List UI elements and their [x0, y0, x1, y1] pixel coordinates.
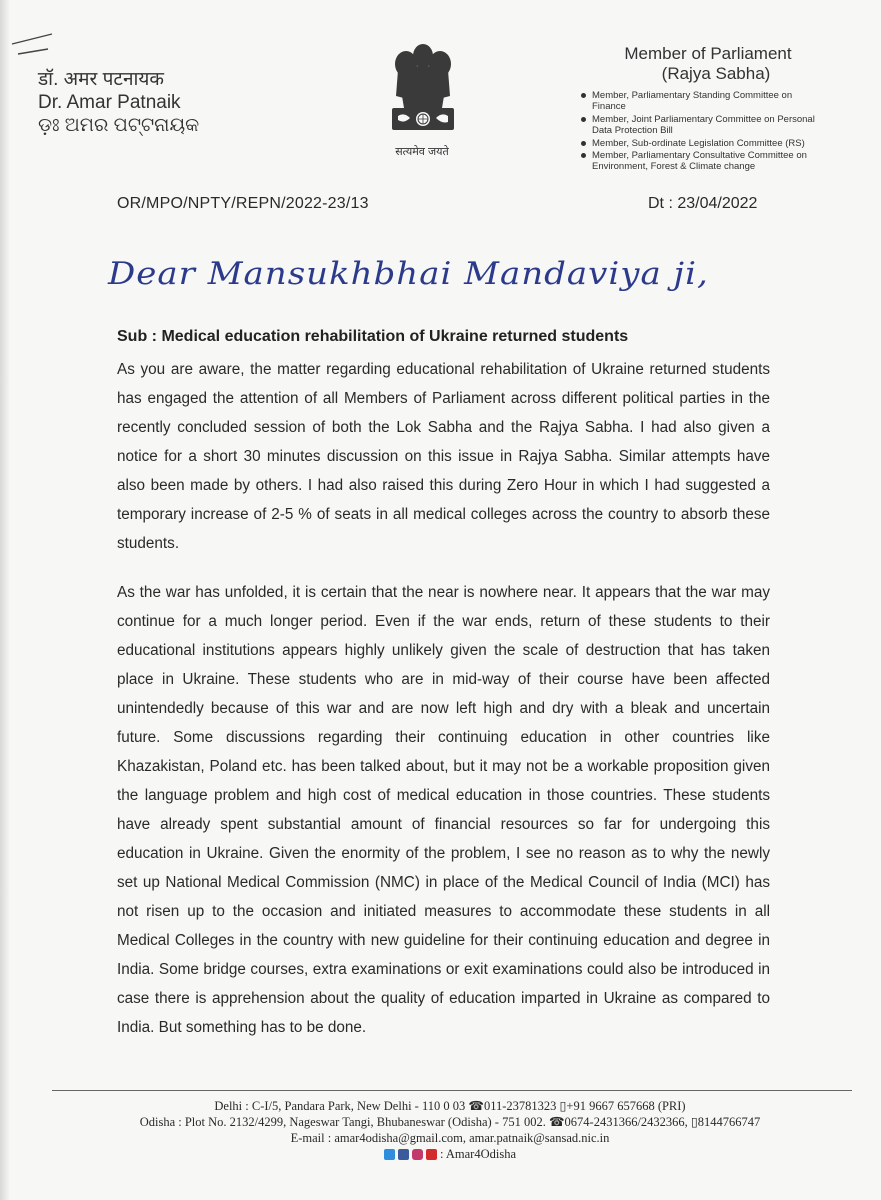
mp-title: Member of Parliament [624, 44, 792, 63]
youtube-icon [426, 1149, 437, 1160]
handwritten-salutation: Dear Mansukhbhai Mandaviya ji, [108, 256, 709, 292]
instagram-icon [412, 1149, 423, 1160]
social-handle: : Amar4Odisha [439, 1147, 517, 1161]
reference-number: OR/MPO/NPTY/REPN/2022-23/13 [117, 195, 369, 212]
footer-delhi-address: Delhi : C-I/5, Pandara Park, New Delhi - 110 0 03 ☎011-23781323 ▯+91 9667 657668 (PRI) [214, 1099, 686, 1113]
committee-item: Member, Parliamentary Consultative Committee on Environment, Forest & Climate change [578, 150, 828, 173]
bullet-icon [581, 117, 586, 122]
bullet-icon [581, 153, 586, 158]
subject-line: Sub : Medical education rehabilitation of Ukraine returned students [117, 328, 629, 345]
committee-item: Member, Sub-ordinate Legislation Committee (RS) [578, 138, 828, 149]
bullet-icon [581, 93, 586, 98]
name-hindi: डॉ. अमर पटनायक [38, 69, 165, 90]
mp-designation-block [568, 44, 828, 174]
committee-item: Member, Parliamentary Standing Committee on Finance [578, 90, 828, 113]
bullet-icon [581, 141, 586, 146]
committee-list [568, 90, 828, 173]
footer-divider [52, 1090, 852, 1091]
twitter-icon [384, 1149, 395, 1160]
body-paragraph-2: As the war has unfolded, it is certain that the near is nowhere near. It appears that the war may continue for a much longer period. Even if the war ends, return of these students to their educational institutions appears highly unlikely given the scale of destruction that has taken place in Ukraine. These students who are in mid-way of their course have been affected unintendedly because of this war and are now left high and dry with a bleak and uncertain future. Some discussions regarding their continuing education in other countries like Khazakistan, Poland etc. has been talked about, but it may not be a workable proposition given the language problem and high cost of medical education in those countries. These students have already spent substantial amount of financial resources so far for undergoing this education in Ukraine. Given the enormity of the problem, I see no reason as to why the newly set up National Medical Commission (NMC) in place of the Medical Council of India (MCI) has not risen up to the occasion and initiated measures to accommodate these students in all Medical Colleges in the country with new guideline for their continuing education and degree in India. Some bridge courses, extra examinations or exit examinations could also be introduced in case there is apprehension about the quality of education imparted in Ukraine as compared to India. But something has to be done. [117, 584, 770, 1036]
pen-mark [8, 22, 58, 62]
footer-odisha-address: Odisha : Plot No. 2132/4299, Nageswar Tangi, Bhubaneswar (Odisha) - 751 002. ☎0674-2431366/2432366, ▯8144766747 [139, 1115, 761, 1129]
page-edge-shadow [0, 0, 10, 1200]
footer-social [40, 1146, 860, 1164]
facebook-icon [398, 1149, 409, 1160]
sender-name-block [38, 68, 199, 137]
footer-email: E-mail : amar4odisha@gmail.com, amar.patnaik@sansad.nic.in [290, 1131, 610, 1145]
emblem-motto: सत्यमेव जयते [395, 146, 449, 158]
footer-contact [40, 1098, 860, 1164]
committee-item: Member, Joint Parliamentary Committee on Personal Data Protection Bill [578, 114, 828, 137]
mp-house: (Rajya Sabha) [661, 64, 771, 83]
name-english: Dr. Amar Patnaik [38, 92, 181, 113]
name-odia: ଡ଼ଃ ଅମର ପଟ୍ଟନାୟକ [38, 115, 200, 136]
body-paragraph-1: As you are aware, the matter regarding educational rehabilitation of Ukraine returned students has engaged the attention of all Members of Parliament across different political parties in the recently concluded session of both the Lok Sabha and the Rajya Sabha. I had also given a notice for a short 30 minutes discussion on this issue in Rajya Sabha. Similar attempts have also been made by others. I had also raised this during Zero Hour in which I had suggested a temporary increase of 2-5 % of seats in all medical colleges across the country to absorb these students. [117, 361, 770, 552]
letter-date: Dt : 23/04/2022 [648, 195, 758, 212]
